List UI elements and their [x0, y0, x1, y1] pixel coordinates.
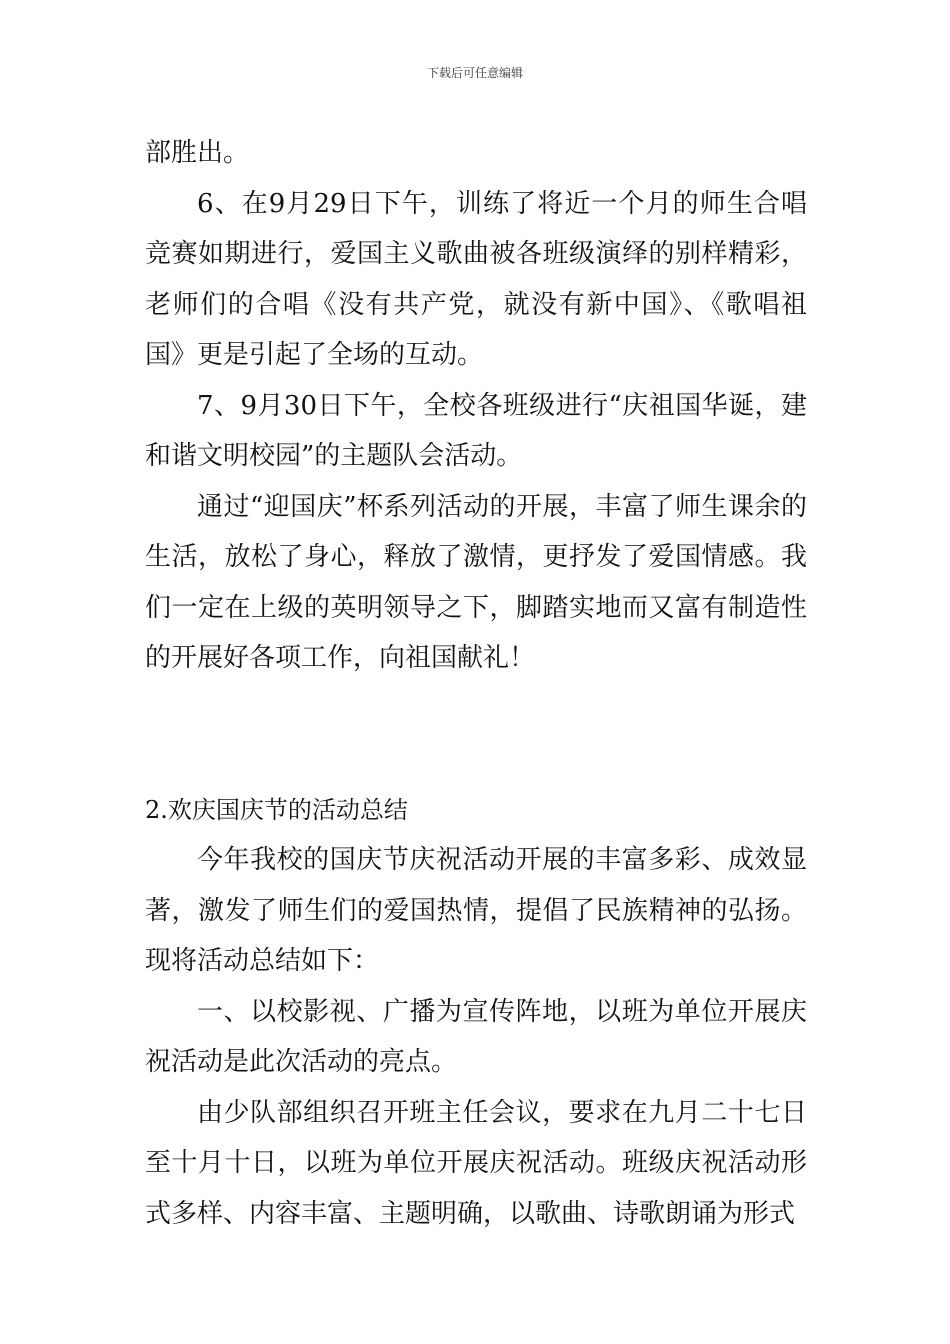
header-note: 下载后可任意编辑 — [426, 66, 523, 80]
section-title: 2.欢庆国庆节的活动总结 — [145, 795, 408, 824]
paragraph: 由少队部组织召开班主任会议，要求在九月二十七日至十月十日，以班为单位开展庆祝活动。班级庆祝活动形式多样、内容丰富、主题明确，以歌曲、诗歌朗诵为形式 — [145, 1097, 807, 1229]
paragraph: 6、在9月29日下午，训练了将近一个月的师生合唱竞赛如期进行，爱国主义歌曲被各班级演绎的别样精彩，老师们的合唱《没有共产党，就没有新中国》、《歌唱祖国》更是引起了全场的互动。 — [145, 188, 807, 370]
paragraph: 一、以校影视、广播为宣传阵地，以班为单位开展庆祝活动是此次活动的亮点。 — [145, 996, 807, 1077]
section-gap — [145, 684, 807, 785]
document-body — [145, 128, 807, 1239]
paragraph: 通过“迎国庆”杯系列活动的开展，丰富了师生课余的生活，放松了身心，释放了激情，更抒发了爱国情感。我们一定在上级的英明领导之下，脚踏实地而又富有制造性的开展好各项工作，向祖国献礼！ — [145, 491, 807, 673]
paragraph: 今年我校的国庆节庆祝活动开展的丰富多彩、成效显著，激发了师生们的爱国热情，提倡了民族精神的弘扬。现将活动总结如下： — [145, 845, 807, 976]
paragraph: 7、9月30日下午，全校各班级进行“庆祖国华诞，建和谐文明校园”的主题队会活动。 — [145, 390, 807, 471]
paragraph: 部胜出。 — [145, 138, 250, 168]
